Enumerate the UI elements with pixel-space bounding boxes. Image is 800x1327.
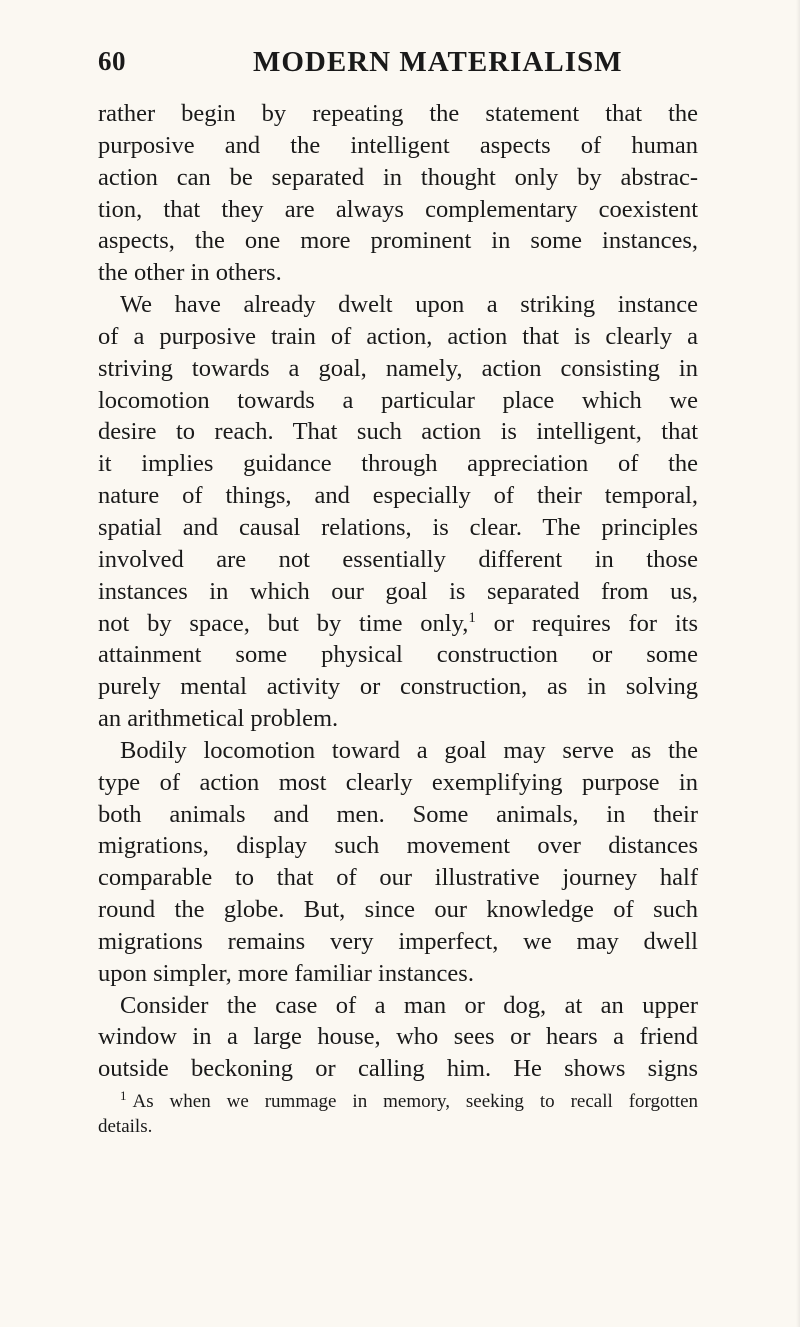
footnote-reference: 1: [468, 609, 476, 626]
text-line: purposive and the intelligent aspects of human: [98, 131, 698, 159]
text-line: locomotion towards a particular place which we: [98, 386, 698, 414]
text-line: round the globe. But, since our knowledge of such: [98, 896, 698, 924]
text-line: Consider the case of a man or dog, at an upper: [120, 991, 698, 1019]
text-fragment: not by space, but by time only,: [98, 609, 469, 637]
running-head: MODERN MATERIALISM: [253, 46, 623, 78]
footnote-line: [98, 1089, 698, 1114]
body-text: [98, 98, 698, 1085]
text-line: striving towards a goal, namely, action consisting in: [98, 354, 698, 382]
footnote-line: details.: [98, 1116, 153, 1137]
text-line: rather begin by repeating the statement that the: [98, 100, 698, 127]
text-line: window in a large house, who sees or hears a friend: [98, 1023, 698, 1051]
text-line: aspects, the one more prominent in some instances,: [98, 227, 698, 255]
text-line: migrations, display such movement over distances: [98, 832, 698, 860]
page-edge-shadow: [796, 0, 800, 1327]
text-line: comparable to that of our illustrative journey half: [98, 864, 698, 892]
text-line: of a purposive train of action, action that is clearly a: [98, 322, 698, 350]
text-line: upon simpler, more familiar instances.: [98, 959, 474, 987]
text-line: involved are not essentially different in those: [98, 545, 698, 573]
text-line: spatial and causal relations, is clear. The principles: [98, 513, 698, 541]
text-line: nature of things, and especially of their temporal,: [98, 482, 698, 510]
text-line: type of action most clearly exemplifying purpose in: [98, 768, 698, 796]
text-line: both animals and men. Some animals, in their: [98, 800, 698, 828]
footnote-mark: 1: [120, 1087, 127, 1103]
text-line: instances in which our goal is separated from us,: [98, 577, 698, 605]
footnote-text: As when we rummage in memory, seeking to recall forgotten: [132, 1091, 698, 1112]
text-line: We have already dwelt upon a striking instance: [120, 291, 698, 319]
text-line: outside beckoning or calling him. He shows signs: [98, 1055, 698, 1083]
text-line: action can be separated in thought only by abstrac-: [98, 163, 698, 191]
text-line-with-footnote: [98, 608, 698, 640]
page-number: 60: [98, 46, 126, 76]
text-line: tion, that they are always complementary coexistent: [98, 195, 698, 223]
text-fragment: or requires for its: [475, 609, 698, 637]
text-line: it implies guidance through appreciation of the: [98, 450, 698, 478]
text-line: Bodily locomotion toward a goal may serve as the: [120, 736, 698, 764]
page-header: [98, 46, 700, 86]
text-line: attainment some physical construction or some: [98, 641, 698, 669]
text-line: desire to reach. That such action is intelligent, that: [98, 418, 698, 446]
text-line: purely mental activity or construction, as in solving: [98, 673, 698, 701]
footnote: [98, 1089, 698, 1139]
text-line: an arithmetical problem.: [98, 705, 339, 733]
text-line: the other in others.: [98, 259, 282, 287]
text-line: migrations remains very imperfect, we may dwell: [98, 927, 698, 955]
